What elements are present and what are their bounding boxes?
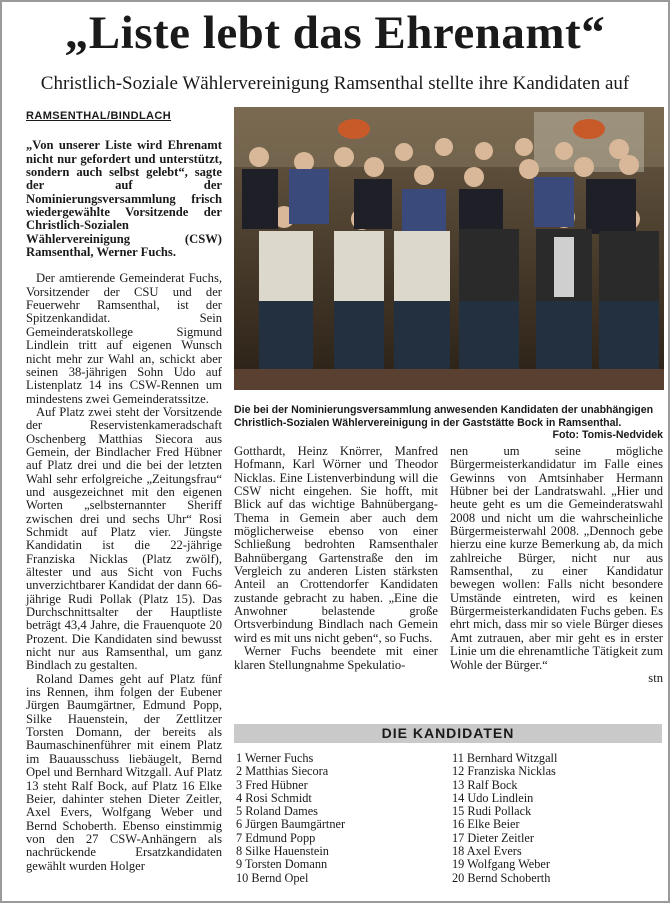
candidate-item: 20 Bernd Schoberth	[452, 870, 551, 885]
body-paragraph: nen um seine mögliche Bürgermeisterkandidatur im Falle eines Gewinns von Amtsinhaber Hermann Hübner bei der Landratswahl. „Hier und heute geht es um die Gemeinderatswahl 2008 und nicht um die wahrscheinliche Bürgermeisterwahl 2008. „Dennoch gebe hierzu eine kurze Bemerkung ab, da mich zahlreiche Bürger, nicht nur aus Ramsenthal, zu einer Kandidatur bewegen wollen: Falls nicht besondere Umstände eintreten, wird es keinen Bürgermeisterkandidaten Fuchs geben. Es ehrt mich, dass mir so viele Bürger dieses Amt zutrauen, aber mir geht es in erster Linie um die ehrenamtliche Tätigkeit zum Wohle der Bürger.“	[450, 444, 663, 672]
column-3	[450, 445, 663, 685]
candidate-item: 2 Matthias Siecora	[236, 764, 329, 779]
subheadline: Christlich-Soziale Wählervereinigung Ramsenthal stellte ihre Kandidaten auf	[40, 73, 630, 94]
photo-caption	[234, 404, 663, 442]
column-1	[26, 110, 222, 873]
candidate-item: 7 Edmund Popp	[236, 830, 316, 845]
candidate-item: 13 Ralf Bock	[452, 777, 518, 792]
candidate-item: 6 Jürgen Baumgärtner	[236, 817, 346, 832]
body-paragraph: Der amtierende Gemeinderat Fuchs, Vorsitzender der CSU und der Feuerwehr Ramsenthal, ist der Spitzenkandidat. Sein Gemeinderatskollege Sigmund Lindlein tritt auf eigenen Wunsch nicht mehr zur Wahl an, schickt aber seinen 38-jährigen Sohn Udo auf Listenplatz 14 ins CSW-Rennen um mindestens zwei Gemeinderatssitze.	[26, 271, 222, 406]
candidate-item: 1 Werner Fuchs	[236, 751, 314, 765]
dateline: RAMSENTHAL/BINDLACH	[26, 110, 172, 122]
candidate-item: 3 Fred Hübner	[236, 777, 308, 792]
lead-paragraph: „Von unserer Liste wird Ehrenamt nicht nur gefordert und unterstützt, sondern auch selbst gelebt“, sagte der auf der Nominierungsversammlung frisch wiedergewählte Vorsitzende der Christlich-Sozialen Wählervereinigung (CSW) Ramsenthal, Werner Fuchs.	[26, 138, 222, 260]
candidate-item: 10 Bernd Opel	[236, 870, 309, 885]
candidate-item: 17 Dieter Zeitler	[452, 830, 534, 845]
candidate-item: 14 Udo Lindlein	[452, 790, 534, 805]
candidate-item: 8 Silke Hauenstein	[236, 844, 329, 859]
candidate-item: 4 Rosi Schmidt	[236, 790, 312, 805]
body-paragraph: Roland Dames geht auf Platz fünf ins Rennen, ihm folgen der Eubener Jürgen Baumgärtner, Edmund Popp, Silke Hauenstein, der Zettlitzer Torsten Domann, der bereits als Baumaschinenführer mit einem Platz im Bauausschuss liebäugelt, Bernd Opel und Bernhard Witzgall. Auf Platz 13 steht Ralf Bock, auf Platz 16 Elke Beier, dahinter stehen Dieter Zeitler, Axel Evers, Wolfgang Weber und Bernd Schoberth. Ebenso einstimmig von den 27 CSW-Anhängern als nachrückende Ersatzkandidaten gewählt wurden Holger	[26, 671, 222, 873]
candidates-heading: DIE KANDIDATEN	[234, 724, 662, 743]
candidates-list-left	[236, 752, 345, 885]
author-sign: stn	[648, 670, 663, 685]
headline: „Liste lebt das Ehrenamt“	[64, 7, 606, 59]
body-paragraph: Auf Platz zwei steht der Vorsitzende der Reservistenkameradschaft Oschenberg Matthias Siecora aus Gemein, der Bindlacher Fred Hübner auf Platz drei und die bei der letzten Wahl sehr erfolgreiche „Zeitungsfrau“ und ausgezeichnet mit den eigenen Worten „selbsternannter Sheriff zwischen drei und sechs Uhr“ Rosi Schmidt auf Platz vier. Jüngste Kandidatin ist die 22-jährige Franziska Nicklas (Platz zwölf), ältester und aus Sicht von Fuchs unverzichtbarer Kandidat der dann 66-jährige Rudi Pollak (Platz 15). Das Durchschnittsalter der Hauptliste beträgt 43,4 Jahre, die Frauenquote 20 Prozent. Die Kandidaten sind bewusst nicht nur aus Ramsenthal, um ganz Bindlach zu gestalten.	[26, 404, 222, 673]
group-photo	[234, 107, 664, 390]
candidate-item: 9 Torsten Domann	[236, 857, 328, 872]
body-paragraph: Gotthardt, Heinz Knörrer, Manfred Hofmann, Karl Wörner und Theodor Nicklas. Eine Listenverbindung will die CSW nicht eingehen. Sie hofft, mit Blick auf das wichtige Bahnübergang-Thema in Gemein aber auch dem möglicherweise ebenso von einer Schließung bedrohten Ramsenthaler Bahnübergang Gartenstraße den im Vergleich zu anderen Listen stärksten Anteil an Crottendorfer Kandidaten zustande gebracht zu haben. „Eine die Anwohner belastende große Ortsverbindung Bindlach nach Gemein wird es mit uns nicht geben“, so Fuchs.	[234, 444, 438, 645]
candidate-item: 5 Roland Dames	[236, 804, 318, 819]
group-photo-illustration	[234, 107, 664, 390]
candidate-item: 16 Elke Beier	[452, 817, 520, 832]
candidate-item: 11 Bernhard Witzgall	[452, 751, 558, 765]
candidates-list-right	[452, 752, 557, 885]
photo-credit: Foto: Tomis-Nedvidek	[552, 429, 663, 441]
body-paragraph: Werner Fuchs beendete mit einer klaren Stellungnahme Spekulatio-	[234, 644, 438, 672]
candidate-item: 19 Wolfgang Weber	[452, 857, 550, 872]
column-2	[234, 445, 438, 672]
candidate-item: 15 Rudi Pollack	[452, 804, 532, 819]
candidate-item: 12 Franziska Nicklas	[452, 764, 556, 779]
caption-text: Die bei der Nominierungsversammlung anwesenden Kandidaten der unabhängigen Christlich-Sozialen Wählervereinigung in der Gaststätte Bock in Ramsenthal.	[234, 404, 654, 429]
candidate-item: 18 Axel Evers	[452, 844, 522, 859]
